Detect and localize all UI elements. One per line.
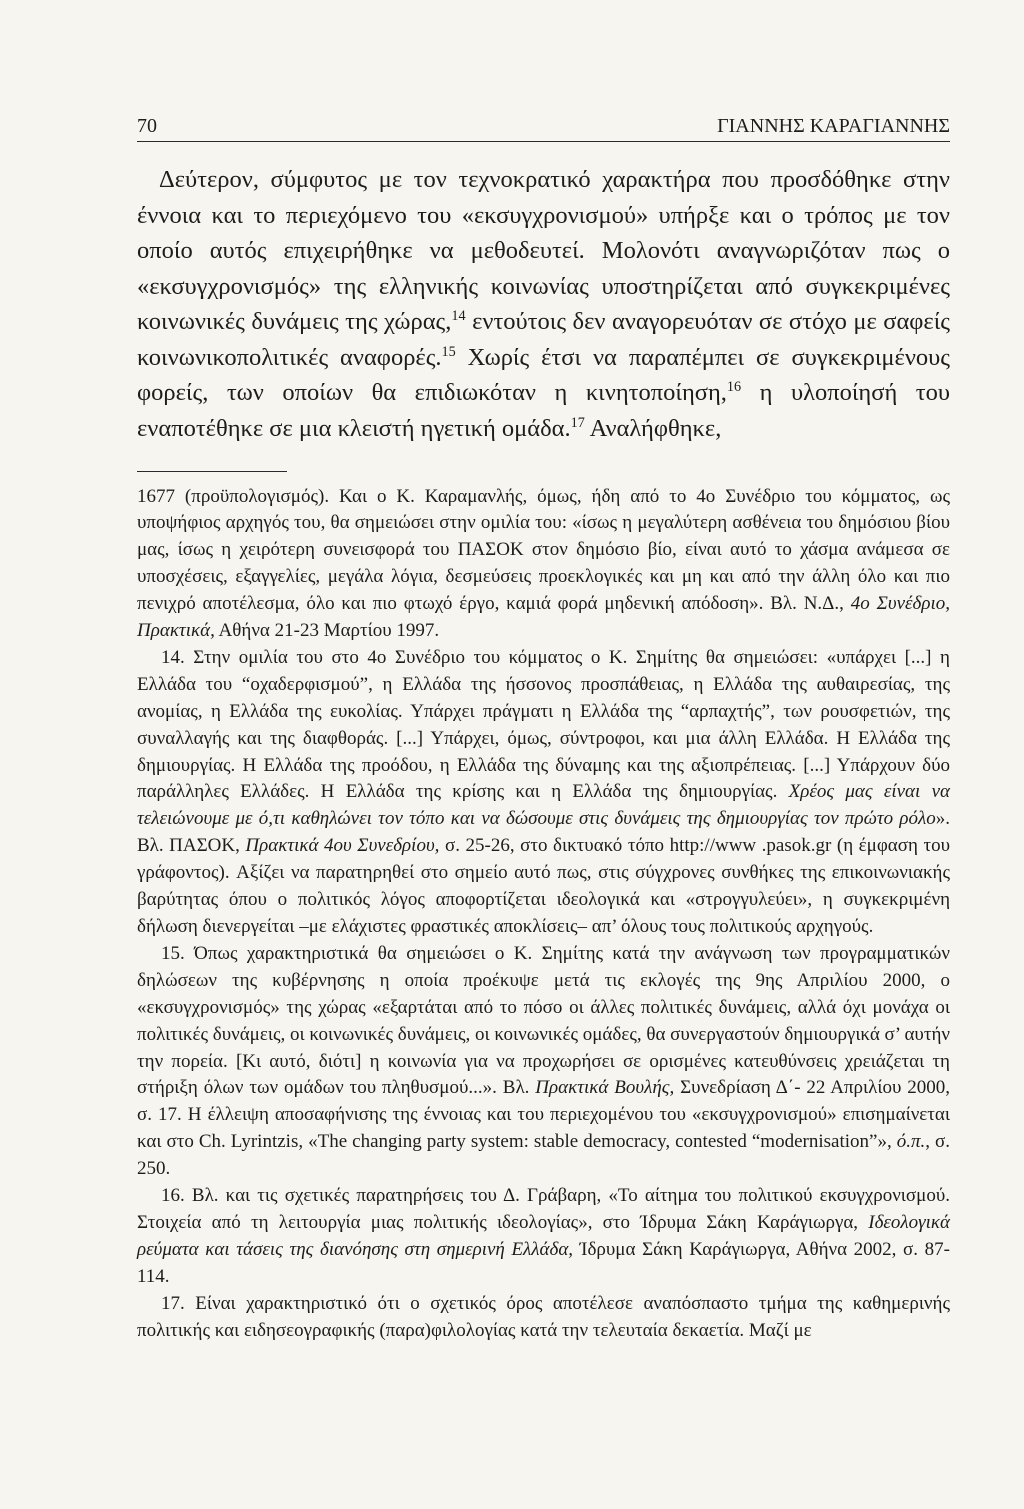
page-number: 70 [137, 115, 157, 137]
running-header [137, 114, 950, 142]
footnote-16: 16. Βλ. και τις σχετικές παρατηρήσεις του Δ. Γράβαρη, «Το αίτημα του πολιτικού εκσυγχρονισμού. Στοιχεία από τη λειτουργία μιας πολιτικής ιδεολογίας», στο Ίδρυμα Σάκη Καράγιωργα, Ιδεολογικά ρεύματα και τάσεις της διανόησης στη σημερινή Ελλάδα, Ίδρυμα Σάκη Καράγιωργα, Αθήνα 2002, σ. 87-114. [137, 1185, 950, 1287]
footnote-17: 17. Είναι χαρακτηριστικό ότι ο σχετικός όρος αποτέλεσε αναπόσπαστο τμήμα της καθημερινής πολιτικής και ειδησεογραφικής (παρα)φιλολογίας κατά την τελευταία δεκαετία. Μαζί με [137, 1292, 950, 1341]
footnote-ref-17[interactable]: 17 [570, 414, 585, 431]
main-paragraph: Δεύτερον, σύμφυτος με τον τεχνοκρατικό χαρακτήρα που προσδόθηκε στην έννοια και το περιεχόμενο του «εκσυγχρονισμού» υπήρξε και ο τρόπος με τον οποίο αυτός επιχειρήθηκε να μεθοδευτεί. Μολονότι αναγνωριζόταν πως ο «εκσυγχρονισμός» της ελληνικής κοινωνίας υποστηρίζεται από συγκεκριμένες κοινωνικές δυνάμεις της χώρας,$^{14}$ εντούτοις δεν αναγορευόταν σε στόχο με σαφείς κοινωνικοπολιτικές αναφορές.$^{15}$ Χωρίς έτσι να παραπέμπει σε συγκεκριμένους φορείς, των οποίων θα επιδιωκόταν η κινητοποίηση,$^{16}$ η υλοποίησή του εναποτέθηκε σε μια κλειστή ηγετική ομάδα.$^{17}$ Αναλήφθηκε, [137, 166, 951, 442]
footnotes [137, 484, 950, 1345]
footnote-ref-14[interactable]: 14 [451, 307, 466, 324]
running-title: ΓΙΑΝΝΗΣ ΚΑΡΑΓΙΑΝΝΗΣ [717, 115, 950, 137]
book-page [137, 114, 950, 1345]
footnote-15: 15. Όπως χαρακτηριστικά θα σημειώσει ο Κ. Σημίτης κατά την ανάγνωση των προγραμματικών δηλώσεων της κυβέρνησης η οποία προέκυψε μετά τις εκλογές της 9ης Απριλίου 2000, ο «εκσυγχρονισμός» της χώρας «εξαρτάται από το πόσο οι άλλες πολιτικές δυνάμεις, αλλά όχι μονάχα οι πολιτικές δυνάμεις, οι κοινωνικές δυνάμεις, οι κοινωνικές ομάδες, θα συνεργαστούν δημιουργικά σ’ αυτήν την πορεία. [Κι αυτό, διότι] η κοινωνία για να προχωρήσει σε ορισμένες κατευθύνσεις χρειάζεται τη στήριξη όλων των ομάδων του πληθυσμού...». Βλ. Πρακτικά Βουλής, Συνεδρίαση Δ΄- 22 Απριλίου 2000, σ. 17. Η έλλειψη αποσαφήνισης της έννοιας και του περιεχομένου του «εκσυγχρονισμού» επισημαίνεται και στο Ch. Lyrintzis, «The changing party system: stable democracy, contested “modernisation”», ό.π., σ. 250. [137, 942, 951, 1180]
footnote-separator [137, 471, 287, 472]
footnote-ref-15[interactable]: 15 [441, 343, 456, 360]
footnote-continuation: 1677 (προϋπολογισμός). Και ο Κ. Καραμανλής, όμως, ήδη από το 4ο Συνέδριο του κόμματος, ως υποψήφιος αρχηγός του, θα σημειώσει στην ομιλία του: «ίσως η μεγαλύτερη ασθένεια του δημόσιου βίου μας, ίσως η χειρότερη συνεισφορά του ΠΑΣΟΚ στον δημόσιο βίο, είναι αυτό το χάσμα ανάμεσα σε υποσχέσεις, εξαγγελίες, μεγάλα λόγια, δεσμεύσεις προεκλογικές και μη και από την άλλη όλο και πιο πενιχρό αποτέλεσμα, όλο και πιο φτωχό έργο, καμιά φορά μηδενική απόδοση». Βλ. Ν.Δ., 4ο Συνέδριο, Πρακτικά, Αθήνα 21-23 Μαρτίου 1997. [137, 485, 950, 642]
footnote-14: 14. Στην ομιλία του στο 4ο Συνέδριο του κόμματος ο Κ. Σημίτης θα σημειώσει: «υπάρχει [...] η Ελλάδα του “οχαδερφισμού”, η Ελλάδα της ήσσονος προσπάθειας, η Ελλάδα της αυθαιρεσίας, της ανομίας, η Ελλάδα της ευκολίας. Υπάρχει πράγματι η Ελλάδα της “αρπαχτής”, των ρουσφετιών, της συναλλαγής και της διαφθοράς. [...] Υπάρχει, όμως, σύντροφοι, και μια άλλη Ελλάδα. Η Ελλάδα της δημιουργίας. Η Ελλάδα της προόδου, η Ελλάδα της δύναμης και της αξιοπρέπειας. [...] Υπάρχουν δύο παράλληλες Ελλάδες. Η Ελλάδα της κρίσης και η Ελλάδα της δημιουργίας. Χρέος μας είναι να τελειώνουμε με ό,τι καθηλώνει τον τόπο και να δώσουμε στις δυνάμεις της δημιουργίας τον πρώτο ρόλο». Βλ. ΠΑΣΟΚ, Πρακτικά 4ου Συνεδρίου, σ. 25-26, στο δικτυακό τόπο http://www .pasok.gr (η έμφαση του γράφοντος). Αξίζει να παρατηρηθεί στο σημείο αυτό πως, στις σύγχρονες συνθήκες της επικοινωνιακής βαρύτητας όπου ο πολιτικός λόγος αποφορτίζεται ιδεολογικά και «στρογγυλεύει», η συγκεκριμένη δήλωση διενεργείται –με ελάχιστες φραστικές αποκλίσεις– απ’ όλους τους πολιτικούς αρχηγούς. [137, 646, 951, 937]
footnote-ref-16[interactable]: 16 [726, 378, 742, 395]
